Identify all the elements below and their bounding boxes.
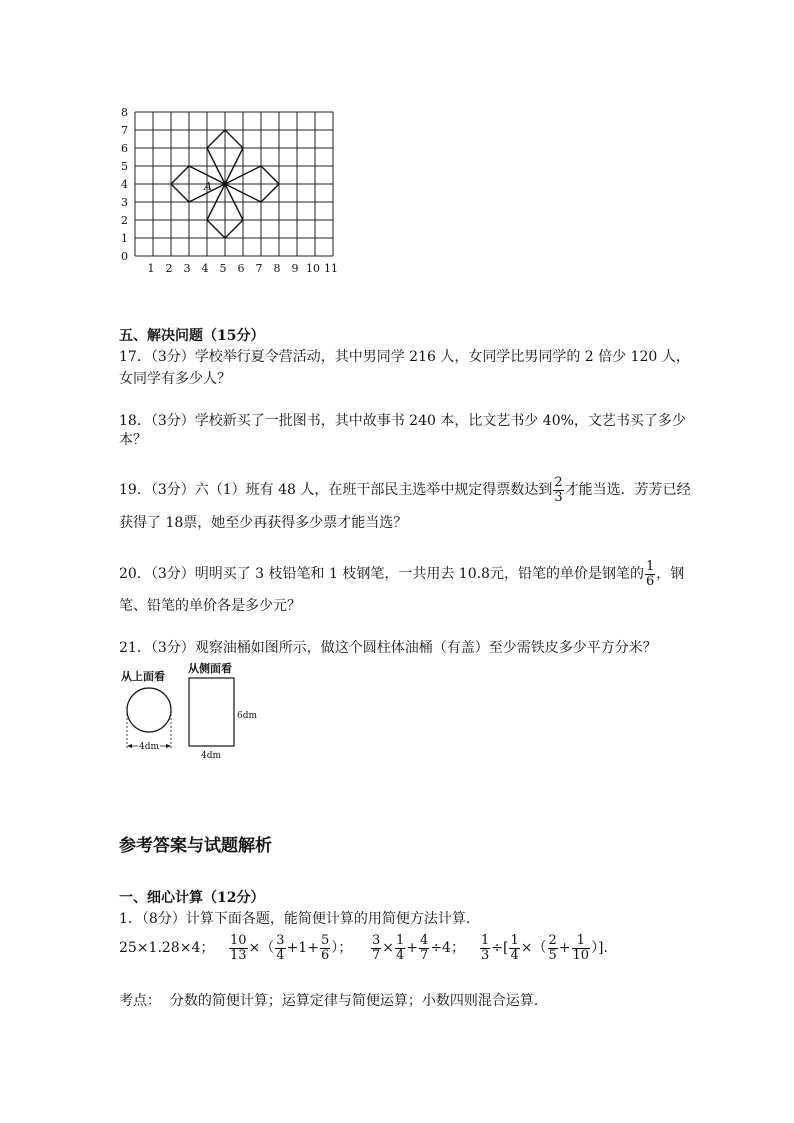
expr2 <box>228 930 352 966</box>
x-tick-label: 10 <box>306 262 320 275</box>
expr4-end: ）]． <box>591 940 618 956</box>
q20-line1 <box>119 556 684 592</box>
side-view-rect <box>189 678 234 746</box>
expr2-c-num: 5 <box>320 932 330 948</box>
expr4-op1: ÷[ <box>491 940 509 956</box>
expr2-frac-b <box>275 934 285 963</box>
y-tick-label: 0 <box>121 250 128 263</box>
expr3-op1: × <box>382 940 395 956</box>
top-view-circle <box>127 688 171 732</box>
section5-heading: 五、解决问题（15分） <box>119 328 265 344</box>
expr1: 25×1.28×4； <box>119 940 215 956</box>
point-a-label: A <box>204 180 212 193</box>
y-tick-label: 5 <box>121 160 128 173</box>
grid-lines <box>135 112 333 256</box>
expr4-b-num: 1 <box>510 932 519 948</box>
y-axis-labels <box>121 106 128 263</box>
answers-section1-heading: 一、细心计算（12分） <box>119 890 265 906</box>
width-label: 4dm <box>201 751 222 761</box>
expr4-d-den: 10 <box>572 947 590 963</box>
expr2-c-den: 6 <box>320 947 330 963</box>
q19-text-pre: 19．（3分）六（1）班有 48 人，在班干部民主选举中规定得票数达到 <box>119 482 553 498</box>
expr4-frac-b <box>509 934 519 963</box>
q20-frac-den: 6 <box>645 573 655 589</box>
expr2-plus: +1+ <box>286 940 319 956</box>
x-tick-label: 4 <box>201 262 209 275</box>
expr2-end: ）； <box>331 940 353 956</box>
q19-frac-den: 3 <box>554 489 563 505</box>
expr3-b-num: 1 <box>396 932 405 948</box>
q19-line2: 获得了 18票，她至少再获得多少票才能当选？ <box>119 515 408 531</box>
expr4 <box>479 930 618 966</box>
x-tick-label: 8 <box>273 262 281 275</box>
q19-line1 <box>119 472 691 508</box>
x-tick-label: 1 <box>147 262 155 275</box>
expr4-d-num: 1 <box>572 934 591 949</box>
y-tick-label: 2 <box>121 214 128 227</box>
q19-text-post: 才能当选．芳芳已经 <box>564 482 691 498</box>
q20-frac-num: 1 <box>645 558 655 574</box>
expr3-a-den: 7 <box>372 947 381 963</box>
height-label: 6dm <box>237 711 258 721</box>
expr2-times: ×（ <box>248 940 275 956</box>
x-tick-label: 2 <box>165 262 173 275</box>
expr3-c-den: 7 <box>420 947 429 963</box>
y-tick-label: 7 <box>121 124 128 137</box>
expr3-op2: + <box>406 940 419 956</box>
expr2-a-den: 13 <box>230 947 247 963</box>
side-view-label: 从侧面看 <box>188 662 232 675</box>
expr3-a-num: 3 <box>372 932 381 948</box>
x-axis-labels <box>148 262 339 275</box>
q19-frac-num: 2 <box>554 474 563 490</box>
expr4-c-num: 2 <box>548 932 557 948</box>
expr3-frac-b <box>395 934 405 963</box>
expr4-op3: + <box>558 940 571 956</box>
coordinate-grid-figure <box>110 100 355 280</box>
expr2-b-num: 3 <box>276 932 285 948</box>
q20-line2: 笔、铅笔的单价各是多少元？ <box>119 598 301 614</box>
y-tick-label: 8 <box>121 106 128 119</box>
expr3-c-num: 4 <box>420 932 429 948</box>
expr3-end: ÷4； <box>430 940 465 956</box>
expr4-c-den: 5 <box>548 947 557 963</box>
q20-text-post: ，钢 <box>656 566 685 582</box>
arrowhead-right <box>166 744 171 748</box>
x-tick-label: 7 <box>255 262 263 275</box>
expr4-frac-c <box>548 934 558 963</box>
arrowhead-left <box>127 744 132 748</box>
expr2-a-num: 10 <box>230 932 247 948</box>
q18-line2: 本？ <box>119 432 147 448</box>
q21-line1: 21．（3分）观察油桶如图所示，做这个圆柱体油桶（有盖）至少需铁皮多少平方分米？ <box>119 640 657 656</box>
x-tick-label: 3 <box>183 262 191 275</box>
expr4-frac-a <box>480 934 490 963</box>
top-view-label: 从上面看 <box>121 670 165 683</box>
q17-line1: 17．（3分）学校举行夏令营活动，其中男同学 216 人，女同学比男同学的 2 倍少 120 人， <box>119 349 690 365</box>
x-tick-label: 6 <box>237 262 245 275</box>
expr2-frac-a <box>229 934 248 963</box>
expr3-b-den: 4 <box>396 947 405 963</box>
expr3-frac-a <box>371 934 381 963</box>
expr4-op2: ×（ <box>520 940 547 956</box>
q17-line2: 女同学有多少人？ <box>119 371 231 387</box>
q19-fraction <box>553 476 563 505</box>
y-tick-label: 4 <box>121 178 128 191</box>
q20-fraction <box>645 560 655 589</box>
y-tick-label: 1 <box>121 232 128 245</box>
q20-text-pre: 20．（3分）明明买了 3 枝铅笔和 1 枝钢笔，一共用去 10.8元，铅笔的单价是钢笔的 <box>119 566 644 582</box>
kaodian-label: 考点： <box>119 993 161 1009</box>
kaodian-text: 分数的简便计算；运算定律与简便运算；小数四则混合运算． <box>169 993 548 1009</box>
expr4-a-num: 1 <box>481 932 490 948</box>
y-tick-label: 6 <box>121 142 128 155</box>
expr2-frac-c <box>320 934 330 963</box>
answers-title: 参考答案与试题解析 <box>119 836 272 856</box>
x-tick-label: 11 <box>324 262 338 275</box>
diameter-label: 4dm <box>139 742 160 752</box>
answers-q1: 1．（8分）计算下面各题，能简便计算的用简便方法计算． <box>119 911 480 927</box>
expr3 <box>370 930 465 966</box>
oil-barrel-figure <box>118 660 268 765</box>
x-tick-label: 5 <box>219 262 227 275</box>
expr4-b-den: 4 <box>510 947 519 963</box>
y-tick-label: 3 <box>121 196 128 209</box>
kaodian-line <box>119 991 548 1011</box>
q18-line1: 18．（3分）学校新买了一批图书，其中故事书 240 本，比文艺书少 40%，文艺书买了多少 <box>119 413 686 429</box>
expr2-b-den: 4 <box>276 947 285 963</box>
expr3-frac-c <box>419 934 429 963</box>
expr4-frac-d <box>572 934 591 963</box>
expr4-a-den: 3 <box>481 947 490 963</box>
x-tick-label: 9 <box>291 262 299 275</box>
